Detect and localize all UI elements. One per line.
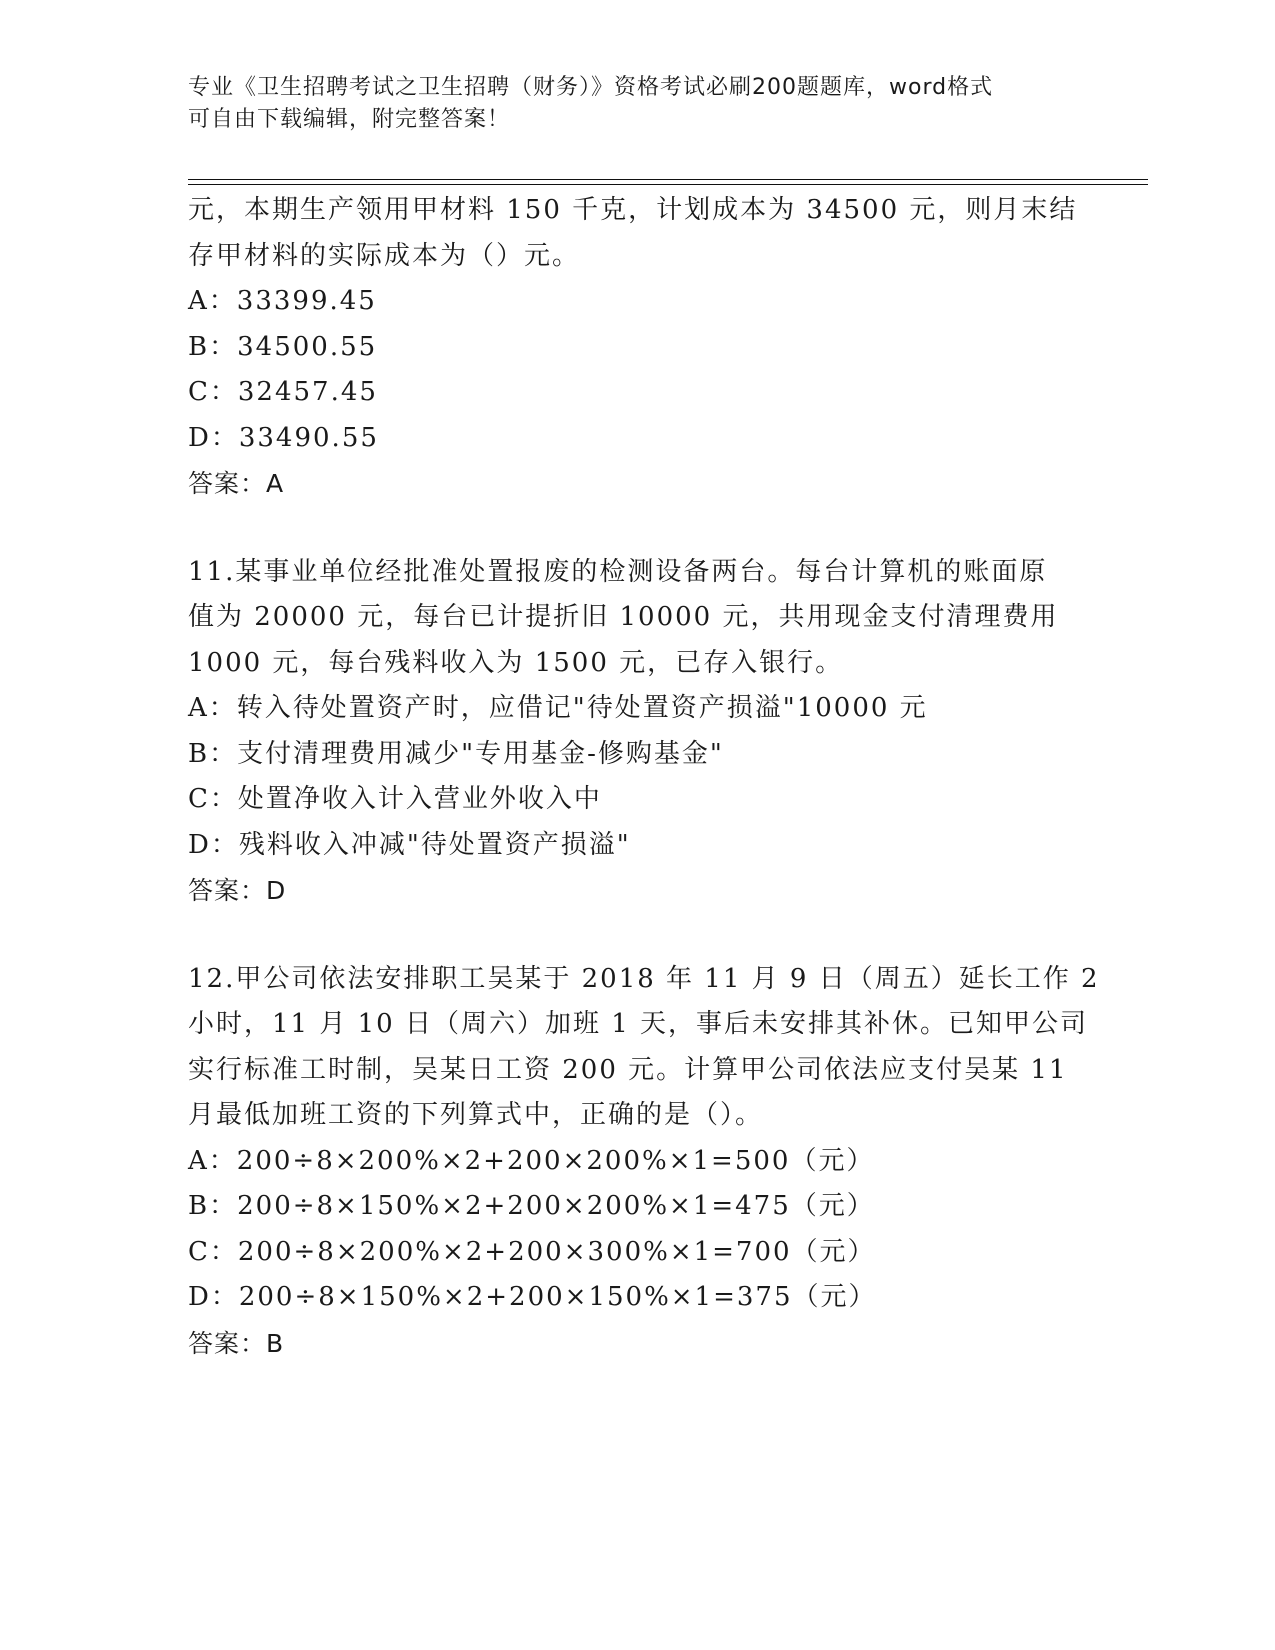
answer-line: 答案：B	[188, 1328, 285, 1358]
option-a: A：200÷8×200%×2+200×200%×1=500（元）	[188, 1145, 875, 1176]
question-content	[188, 188, 1148, 1366]
option-c: C：处置净收入计入营业外收入中	[188, 784, 602, 814]
option-a: A：转入待处置资产时，应借记"待处置资产损溢"10000 元	[188, 693, 928, 723]
header-divider-bottom	[188, 184, 1148, 185]
option-d: D：残料收入冲减"待处置资产损溢"	[188, 829, 631, 860]
question-stem-line: 值为 20000 元，每台已计提折旧 10000 元，共用现金支付清理费用	[188, 602, 1059, 632]
question-stem-line: 存甲材料的实际成本为（）元。	[188, 240, 581, 271]
header-line-1: 专业《卫生招聘考试之卫生招聘（财务）》资格考试必刷200题题库，word格式	[188, 75, 994, 100]
document-header	[188, 72, 1088, 136]
question-spacer	[188, 507, 1148, 550]
question-stem-line: 11.某事业单位经批准处置报废的检测设备两台。每台计算机的账面原	[188, 556, 1048, 587]
question-stem-line: 月最低加班工资的下列算式中，正确的是（）。	[188, 1100, 764, 1130]
answer-line: 答案：A	[188, 469, 285, 498]
question-stem-line: 1000 元，每台残料收入为 1500 元，已存入银行。	[188, 647, 844, 678]
question-stem-line: 12.甲公司依法安排职工吴某于 2018 年 11 月 9 日（周五）延长工作 2	[188, 963, 1100, 994]
option-c: C：200÷8×200%×2+200×300%×1=700（元）	[188, 1236, 876, 1267]
option-a: A：33399.45	[188, 286, 377, 316]
question-spacer	[188, 914, 1148, 957]
option-b: B：34500.55	[188, 331, 378, 362]
question-12	[188, 957, 1148, 1367]
option-d: D：200÷8×150%×2+200×150%×1=375（元）	[188, 1282, 877, 1312]
question-10	[188, 188, 1148, 507]
question-11	[188, 550, 1148, 914]
header-divider-top	[188, 179, 1148, 180]
option-b: B：200÷8×150%×2+200×200%×1=475（元）	[188, 1191, 875, 1221]
option-b: B：支付清理费用减少"专用基金-修购基金"	[188, 738, 724, 769]
answer-line: 答案：D	[188, 876, 287, 905]
option-d: D：33490.55	[188, 422, 379, 453]
question-stem-line: 元，本期生产领用甲材料 150 千克，计划成本为 34500 元，则月末结	[188, 195, 1078, 225]
question-stem-line: 小时，11 月 10 日（周六）加班 1 天，事后未安排其补休。已知甲公司	[188, 1009, 1089, 1039]
question-stem-line: 实行标准工时制，吴某日工资 200 元。计算甲公司依法应支付吴某 11	[188, 1054, 1068, 1085]
option-c: C：32457.45	[188, 377, 378, 407]
header-line-2: 可自由下载编辑，附完整答案！	[188, 107, 511, 132]
